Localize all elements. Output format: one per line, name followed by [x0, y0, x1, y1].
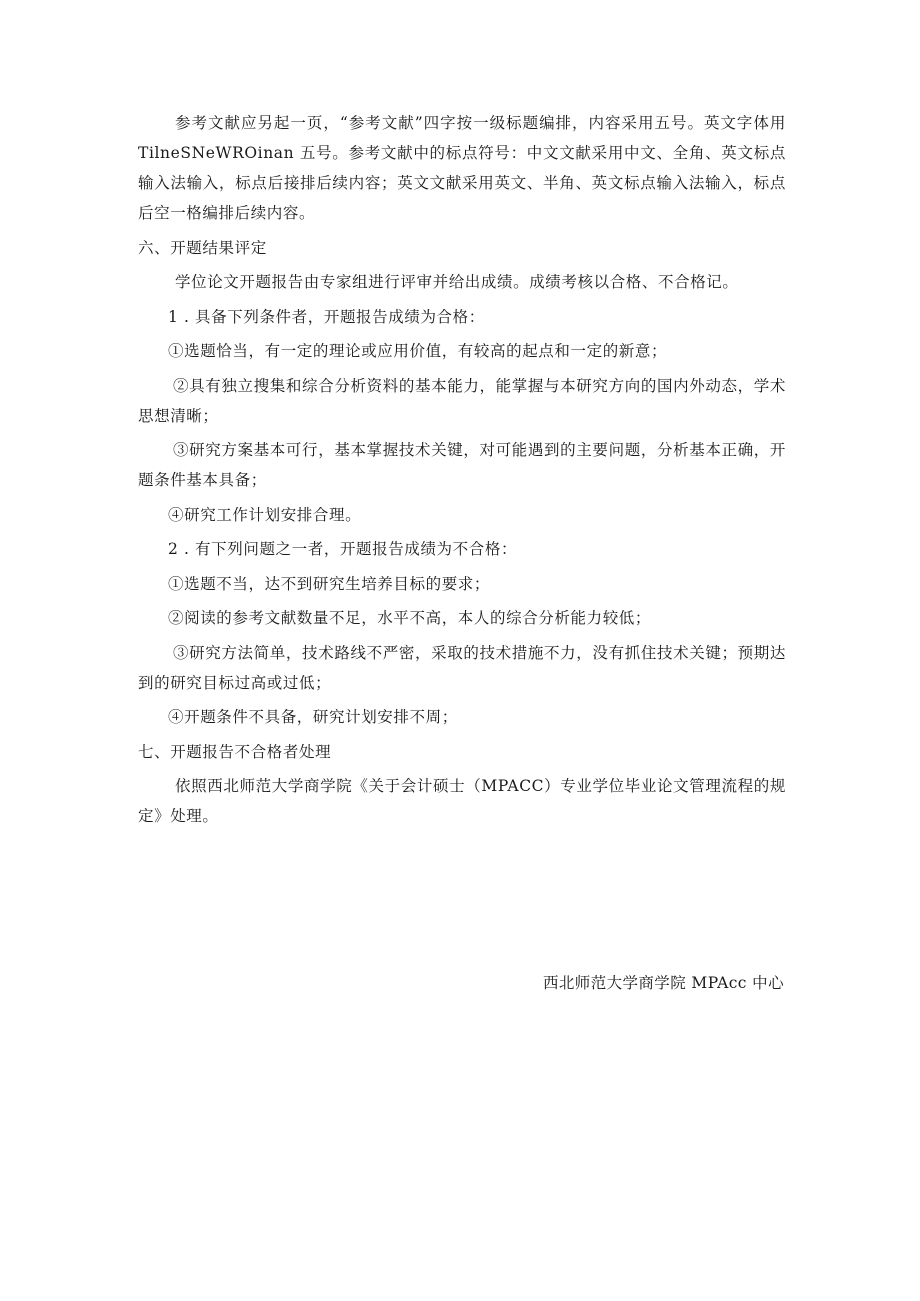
fail-criterion-2: ②阅读的参考文献数量不足，水平不高，本人的综合分析能力较低；: [168, 609, 652, 627]
pass-criteria-title: 1 . 具备下列条件者，开题报告成绩为合格：: [168, 307, 485, 326]
issuer-signature: 西北师范大学商学院 MPAcc 中心: [543, 974, 784, 992]
document-body: [138, 108, 786, 836]
section-6-heading: 六、开题结果评定: [138, 238, 267, 257]
fail-criterion-4: ④开题条件不具备，研究计划安排不周；: [168, 708, 458, 726]
section-7-body: 依照西北师范大学商学院《关于会计硕士（MPACC）专业学位毕业论文管理流程的规定》处理。: [138, 777, 786, 825]
pass-criterion-2: ②具有独立搜集和综合分析资料的基本能力，能掌握与本研究方向的国内外动态，学术思想清晰；: [138, 376, 786, 425]
section-7-heading: 七、开题报告不合格者处理: [138, 742, 332, 761]
pass-criterion-4: ④研究工作计划安排合理。: [168, 505, 362, 524]
section-6-intro: 学位论文开题报告由专家组进行评审并给出成绩。成绩考核以合格、不合格记。: [175, 273, 739, 291]
fail-criterion-1: ①选题不当，达不到研究生培养目标的要求；: [168, 574, 491, 593]
fail-criterion-3: ③研究方法简单，技术路线不严密，采取的技术措施不力，没有抓住技术关键；预期达到的研究目标过高或过低；: [138, 643, 786, 692]
pass-criterion-1: ①选题恰当，有一定的理论或应用价值，有较高的起点和一定的新意；: [168, 342, 668, 360]
references-format-paragraph: 参考文献应另起一页，“参考文献”四字按一级标题编排，内容采用五号。英文字体用 TilneSNeWROinan 五号。参考文献中的标点符号：中文文献采用中文、全角、英文标点输入法输入，标点后接排后续内容；英文文献采用英文、半角、英文标点输入法输入，标点后空一格编排后续内容。: [138, 114, 786, 222]
pass-criterion-3: ③研究方案基本可行，基本掌握技术关键，对可能遇到的主要问题，分析基本正确，开题条件基本具备；: [138, 441, 786, 489]
fail-criteria-title: 2 . 有下列问题之一者，开题报告成绩为不合格：: [168, 540, 518, 558]
